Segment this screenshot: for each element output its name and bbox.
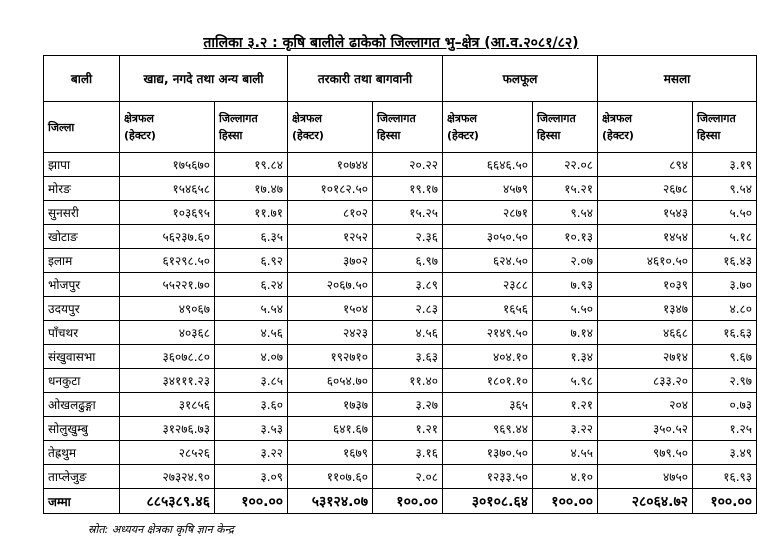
share-value: ३.५३	[215, 417, 288, 441]
area-value: ४०३६८	[120, 321, 215, 345]
area-value: ४९०६७	[120, 297, 215, 321]
share-value: २.३६	[373, 225, 443, 249]
header-line: (हेक्टर)	[292, 129, 324, 142]
share-value: २०.२२	[373, 153, 443, 177]
share-value: ६.९२	[215, 249, 288, 273]
share-value: ३.७०	[693, 273, 757, 297]
district-name: पाँचथर	[44, 321, 120, 345]
group-header-spices: मसला	[598, 56, 757, 102]
district-name: झापा	[44, 153, 120, 177]
area-value: १६७९	[288, 441, 373, 465]
area-value: २८५२६	[120, 441, 215, 465]
area-value: ३०५०.५०	[443, 225, 533, 249]
table-title: तालिका ३.२ : कृषि बालीले ढाकेको जिल्लागत भु–क्षेत्र (आ.व.२०८१/८२)	[203, 35, 579, 51]
area-value: १७५६७०	[120, 153, 215, 177]
area-value: २७१४	[598, 345, 693, 369]
table-row	[44, 465, 757, 489]
table-row	[44, 441, 757, 465]
area-value: ३१२७६.७३	[120, 417, 215, 441]
share-value: ५.५०	[533, 297, 598, 321]
district-crop-area-table	[43, 55, 757, 514]
share-value: ३.१६	[373, 441, 443, 465]
share-value: १६.९३	[693, 465, 757, 489]
area-value: २०६७.५०	[288, 273, 373, 297]
share-value: ३.२२	[533, 417, 598, 441]
header-line: जिल्लागत	[219, 112, 258, 125]
table-row	[44, 297, 757, 321]
share-value: ३.८९	[373, 273, 443, 297]
share-value: ५.१८	[693, 225, 757, 249]
area-value: ४७५०	[598, 465, 693, 489]
area-value: ३६०७८.८०	[120, 345, 215, 369]
total-area-value: ५३१२४.०७	[288, 489, 373, 514]
header-line: (हेक्टर)	[447, 129, 479, 142]
share-value: १.२५	[693, 417, 757, 441]
total-label: जम्मा	[44, 489, 120, 514]
share-value: ५.९८	[533, 369, 598, 393]
area-value: २६७८	[598, 177, 693, 201]
area-value: २१४९.५०	[443, 321, 533, 345]
area-value: ९६९.४४	[443, 417, 533, 441]
area-hectare-header	[120, 102, 215, 153]
area-value: २०४	[598, 393, 693, 417]
header-line: हिस्सा	[219, 129, 243, 142]
share-value: ४.५६	[373, 321, 443, 345]
area-value: १२५२	[288, 225, 373, 249]
area-value: १५४३	[598, 201, 693, 225]
district-name: धनकुटा	[44, 369, 120, 393]
total-share-value: १००.००	[533, 489, 598, 514]
table-row	[44, 153, 757, 177]
header-line: जिल्लागत	[537, 112, 576, 125]
area-value: ३७०२	[288, 249, 373, 273]
share-value: ६.२४	[215, 273, 288, 297]
share-value: ५.५४	[215, 297, 288, 321]
area-value: २७३२४.९०	[120, 465, 215, 489]
header-line: जिल्लागत	[697, 112, 736, 125]
share-value: ३.४९	[693, 441, 757, 465]
area-value: १४५४	[598, 225, 693, 249]
share-value: ९.६७	[693, 345, 757, 369]
area-value: ४६६८	[598, 321, 693, 345]
table-row	[44, 225, 757, 249]
area-value: ३४१११.२३	[120, 369, 215, 393]
header-line: क्षेत्रफल	[447, 112, 477, 125]
area-value: १०१८२.५०	[288, 177, 373, 201]
area-value: ३५०.५२	[598, 417, 693, 441]
share-value: २.०८	[373, 465, 443, 489]
table-row	[44, 393, 757, 417]
share-value: ४.८०	[693, 297, 757, 321]
total-area-value: ३०१०८.६४	[443, 489, 533, 514]
share-value: ४.५६	[215, 321, 288, 345]
area-value: १६५६	[443, 297, 533, 321]
area-value: ४५७९	[443, 177, 533, 201]
table-row	[44, 273, 757, 297]
district-name: सोलुखुम्बु	[44, 417, 120, 441]
total-area-value: २८०६४.७२	[598, 489, 693, 514]
share-value: १७.४७	[215, 177, 288, 201]
share-value: १५.२१	[533, 177, 598, 201]
share-value: २.८३	[373, 297, 443, 321]
share-value: ३.०९	[215, 465, 288, 489]
area-value: १३७०.५०	[443, 441, 533, 465]
area-value: ६०५४.७०	[288, 369, 373, 393]
group-header-food-cash: खाद्य, नगदे तथा अन्य बाली	[120, 56, 288, 102]
area-value: ६४१.६७	[288, 417, 373, 441]
area-value: १०३९	[598, 273, 693, 297]
area-value: २४२३	[288, 321, 373, 345]
header-line: क्षेत्रफल	[292, 112, 322, 125]
district-share-header	[215, 102, 288, 153]
share-value: २.९७	[693, 369, 757, 393]
district-name: तेह्रथुम	[44, 441, 120, 465]
table-row	[44, 249, 757, 273]
district-name: मोरङ	[44, 177, 120, 201]
share-value: ९.५४	[693, 177, 757, 201]
source-note: स्रोत: अध्ययन क्षेत्रका कृषि ज्ञान केन्द्र	[88, 523, 234, 536]
table-row	[44, 417, 757, 441]
share-value: ७.१४	[533, 321, 598, 345]
area-value: ११०७.६०	[288, 465, 373, 489]
share-value: ४.१०	[533, 465, 598, 489]
share-value: १०.१३	[533, 225, 598, 249]
share-value: १६.६३	[693, 321, 757, 345]
area-value: ८३३.२०	[598, 369, 693, 393]
share-value: ४.०७	[215, 345, 288, 369]
table-row	[44, 201, 757, 225]
share-value: ४.५५	[533, 441, 598, 465]
district-name: सुनसरी	[44, 201, 120, 225]
header-line: जिल्लागत	[377, 112, 416, 125]
area-value: १०७४४	[288, 153, 373, 177]
district-name: संखुवासभा	[44, 345, 120, 369]
share-value: १.२१	[373, 417, 443, 441]
area-value: ८९४	[598, 153, 693, 177]
area-hectare-header	[443, 102, 533, 153]
area-value: १७३७	[288, 393, 373, 417]
district-name: उदयपुर	[44, 297, 120, 321]
header-line: हिस्सा	[697, 129, 721, 142]
share-value: १६.४३	[693, 249, 757, 273]
district-share-header	[373, 102, 443, 153]
district-name: ताप्लेजुङ	[44, 465, 120, 489]
header-line: क्षेत्रफल	[602, 112, 632, 125]
header-line: (हेक्टर)	[124, 129, 156, 142]
share-value: ३.२२	[215, 441, 288, 465]
share-value: २.०७	[533, 249, 598, 273]
share-value: १.३४	[533, 345, 598, 369]
share-value: २२.०८	[533, 153, 598, 177]
header-line: हिस्सा	[537, 129, 561, 142]
district-name: इलाम	[44, 249, 120, 273]
header-line: (हेक्टर)	[602, 129, 634, 142]
total-area-value: ८८५३८९.४६	[120, 489, 215, 514]
crop-header: बाली	[44, 56, 120, 102]
area-hectare-header	[598, 102, 693, 153]
total-row	[44, 489, 757, 514]
area-value: ४६१०.५०	[598, 249, 693, 273]
group-header-vegetables: तरकारी तथा बागवानी	[288, 56, 443, 102]
area-value: १९२७१०	[288, 345, 373, 369]
area-value: ६२४.५०	[443, 249, 533, 273]
table-row	[44, 369, 757, 393]
table-row	[44, 321, 757, 345]
district-share-header	[533, 102, 598, 153]
area-value: १३४७	[598, 297, 693, 321]
area-value: २८७१	[443, 201, 533, 225]
area-value: ६६४६.५०	[443, 153, 533, 177]
total-share-value: १००.००	[215, 489, 288, 514]
area-value: १०३६९५	[120, 201, 215, 225]
share-value: ३.१९	[693, 153, 757, 177]
area-value: १५४६५८	[120, 177, 215, 201]
group-header-fruits: फलफूल	[443, 56, 598, 102]
area-value: ८१०२	[288, 201, 373, 225]
share-value: ९.५४	[533, 201, 598, 225]
share-value: ११.७१	[215, 201, 288, 225]
area-value: ३६५	[443, 393, 533, 417]
share-value: १९.८४	[215, 153, 288, 177]
header-line: हिस्सा	[377, 129, 401, 142]
share-value: ३.६०	[215, 393, 288, 417]
district-name: ओखलढुङ्गा	[44, 393, 120, 417]
table-row	[44, 345, 757, 369]
share-value: ०.७३	[693, 393, 757, 417]
total-share-value: १००.००	[693, 489, 757, 514]
district-name: खोटाङ	[44, 225, 120, 249]
area-value: ५६२३७.६०	[120, 225, 215, 249]
area-value: ९७९.५०	[598, 441, 693, 465]
district-header: जिल्ला	[44, 102, 120, 153]
share-value: ३.६३	[373, 345, 443, 369]
district-name: भोजपुर	[44, 273, 120, 297]
area-value: २३८८	[443, 273, 533, 297]
area-value: १२३३.५०	[443, 465, 533, 489]
table-row	[44, 177, 757, 201]
share-value: ६.९७	[373, 249, 443, 273]
share-value: ३.२७	[373, 393, 443, 417]
header-line: क्षेत्रफल	[124, 112, 154, 125]
area-hectare-header	[288, 102, 373, 153]
share-value: ३.८५	[215, 369, 288, 393]
district-share-header	[693, 102, 757, 153]
share-value: ११.४०	[373, 369, 443, 393]
area-value: १८०१.१०	[443, 369, 533, 393]
area-value: १५०४	[288, 297, 373, 321]
share-value: १५.२५	[373, 201, 443, 225]
area-value: ६१२९८.५०	[120, 249, 215, 273]
area-value: ५५२२१.७०	[120, 273, 215, 297]
share-value: ७.९३	[533, 273, 598, 297]
share-value: ५.५०	[693, 201, 757, 225]
area-value: ३१८५६	[120, 393, 215, 417]
share-value: १९.१७	[373, 177, 443, 201]
share-value: ६.३५	[215, 225, 288, 249]
total-share-value: १००.००	[373, 489, 443, 514]
area-value: ४०४.१०	[443, 345, 533, 369]
share-value: १.२१	[533, 393, 598, 417]
